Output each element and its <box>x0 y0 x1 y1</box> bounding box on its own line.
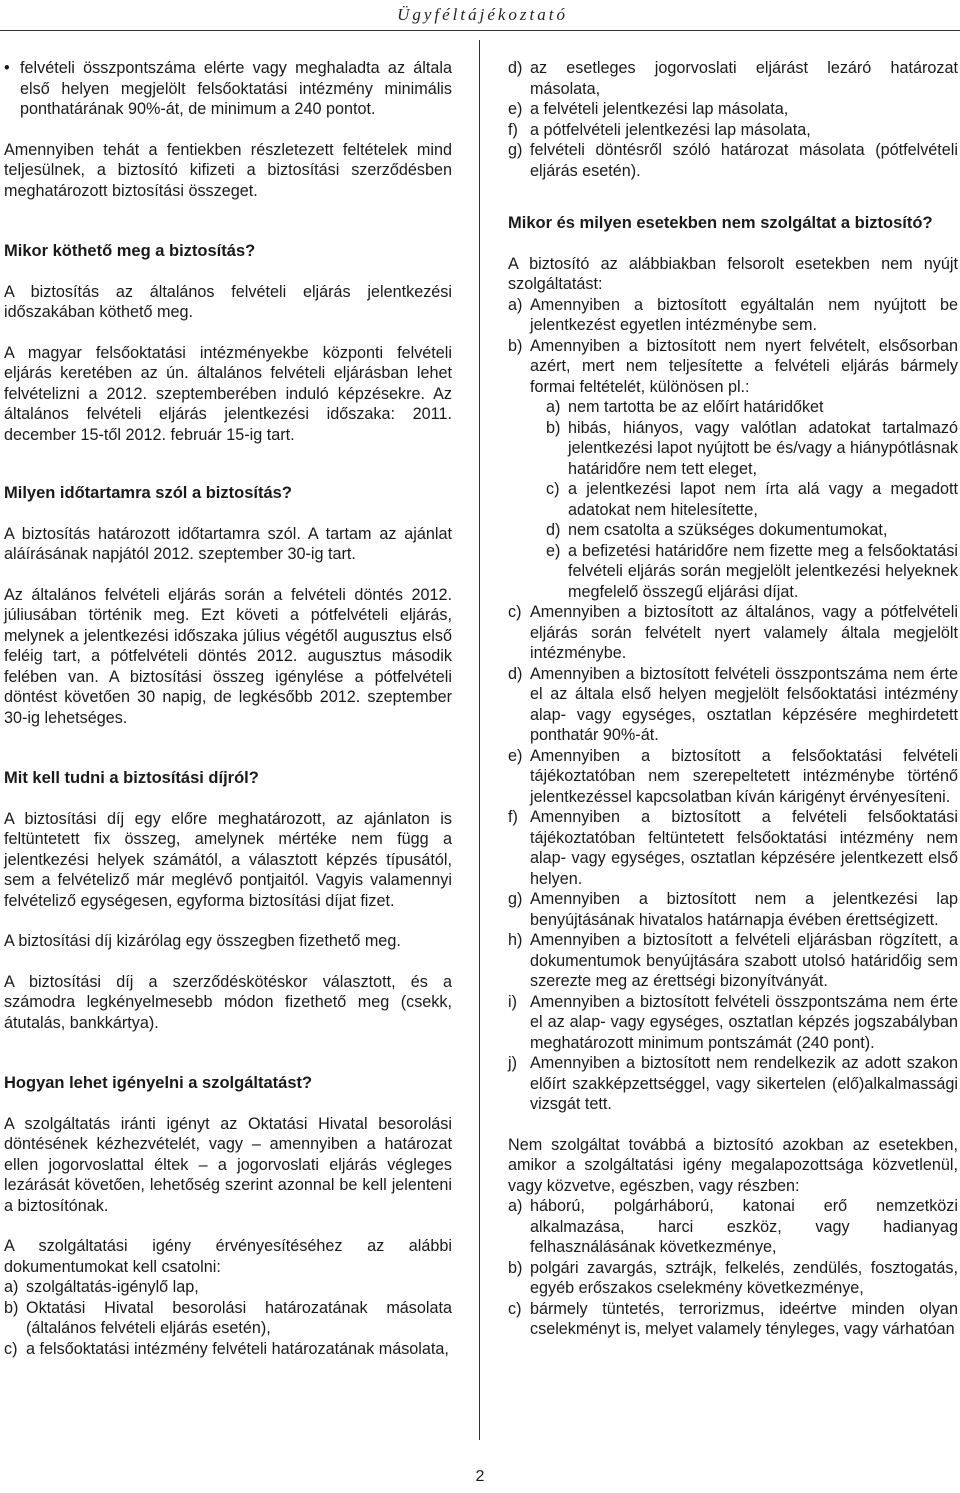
section-heading: Hogyan lehet igényelni a szolgáltatást? <box>4 1074 313 1092</box>
paragraph: A szolgáltatás iránti igényt az Oktatási Hivatal besorolási döntésének kézhezvételét, vagy – amennyiben a határozat ellen jogorvoslattal éltek – a jogorvoslati eljárás végleges lezárását követően, lehetőség szerint azonnal be kell jelenteni a biztosítónak. <box>4 1114 452 1215</box>
list-item: a) Amennyiben a biztosított egyáltalán nem nyújtott be jelentkezést egyetlen intézménybe sem. <box>508 295 958 334</box>
sub-list-item: c) a jelentkezési lapot nem írta alá vagy a megadott adatokat nem hitelesítette, <box>546 480 958 519</box>
exclusion-list <box>508 295 958 1115</box>
right-column <box>508 58 958 1360</box>
column-divider <box>479 40 480 1440</box>
list-item: c) Amennyiben a biztosított az általános, vagy a pótfelvételi eljárás során felvételt nyert valamely általa megjelölt intézménybe. <box>508 603 958 662</box>
list-item: e) Amennyiben a biztosított a felsőoktatási felvételi tájékoztatóban nem szerepeltetett intézménybe történő jelentkezéssel kapcsolatban kíván kárigényt érvényesíteni. <box>508 746 958 806</box>
section-heading: Mikor és milyen esetekben nem szolgáltat a biztosító? <box>508 214 933 232</box>
paragraph: A biztosítási díj kizárólag egy összegben fizethető meg. <box>4 932 401 950</box>
bullet-item <box>4 58 452 120</box>
sub-list-item: b) hibás, hiányos, vagy valótlan adatokat tartalmazó jelentkezési lapot nyújtott be és/vagy a hiánypótlásnak határidőre nem tett eleget, <box>546 418 958 478</box>
list-item: f) a pótfelvételi jelentkezési lap másolata, <box>508 120 811 139</box>
further-exclusion-list <box>508 1196 958 1340</box>
list-item: i) Amennyiben a biztosított felvételi összpontszáma nem érte el az alap- vagy egységes, osztatlan képzés jogszabályban meghatározott minimum pontszámát (240 pont). <box>508 992 958 1052</box>
paragraph: Amennyiben tehát a fentiekben részletezett feltételek mind teljesülnek, a biztosító kifizeti a biztosítási szerződésben meghatározott biztosítási összeget. <box>4 140 452 200</box>
list-item: f) Amennyiben a biztosított a felvételi felsőoktatási tájékoztatóban feltüntetett felsőoktatási intézmény nem alap- vagy egységes, osztatlan képzésére jelentkezett első helyen. <box>508 808 958 888</box>
list-item: j) Amennyiben a biztosított nem rendelkezik az adott szakon előírt szakképzettséggel, vagy sikertelen (elő)alkalmassági vizsgát tett. <box>508 1054 958 1113</box>
document-list <box>4 1277 452 1359</box>
paragraph: Az általános felvételi eljárás során a felvételi döntés 2012. júliusában történik meg. Ezt követi a pótfelvételi eljárás, melynek a jelentkezési időszaka július végétől augusztus első feléig tart, a pótfelvételi döntés 2012. augusztus második felében van. A biztosítási összeg igénylése a pótfelvételi döntést követően 30 napig, de legkésőbb 2012. szeptember 30-ig lehetséges. <box>4 585 452 727</box>
list-item: c) a felsőoktatási intézmény felvételi határozatának másolata, <box>4 1339 449 1358</box>
paragraph: Nem szolgáltat továbbá a biztosító azokban az esetekben, amikor a szolgáltatási igény megalapozottsága közvetlenül, vagy közvetve, egészben, vagy részben: <box>508 1135 958 1195</box>
list-item: d) az esetleges jogorvoslati eljárást lezáró határozat másolata, <box>508 59 958 98</box>
paragraph: A biztosítás határozott időtartamra szól. A tartam az ajánlat aláírásának napjától 2012. szeptember 30-ig tart. <box>4 524 452 563</box>
list-item: a) háború, polgárháború, katonai erő nemzetközi alkalmazása, harci eszköz, vagy hadianyag felhasználásának következménye, <box>508 1197 958 1256</box>
section-heading: Mikor köthető meg a biztosítás? <box>4 242 256 260</box>
paragraph: A biztosító az alábbiakban felsorolt esetekben nem nyújt szolgáltatást: <box>508 254 958 293</box>
header-title: Ügyféltájékoztató <box>397 5 568 24</box>
list-item: h) Amennyiben a biztosított a felvételi eljárásban rögzített, a dokumentumok benyújtására szabott utolsó határidőig sem szerezte meg az érettségi bizonyítványát. <box>508 931 958 990</box>
page-header <box>0 0 960 31</box>
sub-list-item: e) a befizetési határidőre nem fizette meg a felsőoktatási felvételi eljárás során megjelölt jelentkezési helyeknek megfelelő összegű eljárási díjat. <box>546 541 958 601</box>
list-item: b) Oktatási Hivatal besorolási határozatának másolata (általános felvételi eljárás esetén), <box>4 1298 452 1337</box>
paragraph: A biztosítás az általános felvételi eljárás jelentkezési időszakában köthető meg. <box>4 282 452 321</box>
list-item: e) a felvételi jelentkezési lap másolata, <box>508 100 789 118</box>
left-column <box>4 58 452 1379</box>
list-item: b) Amennyiben a biztosított nem nyert felvételt, elsősorban azért, mert nem teljesítette a felvételi eljárás bármely formai feltételét, különösen pl.: <box>508 336 958 396</box>
sub-list-item: a) nem tartotta be az előírt határidőket <box>546 398 824 416</box>
section-heading: Mit kell tudni a biztosítási díjról? <box>4 769 259 787</box>
bullet-icon: • <box>4 59 10 77</box>
sub-list-item: d) nem csatolta a szükséges dokumentumokat, <box>546 521 888 539</box>
list-item: b) polgári zavargás, sztrájk, felkelés, zendülés, fosztogatás, egyéb erőszakos cselekmény következménye, <box>508 1258 958 1297</box>
list-item: d) Amennyiben a biztosított felvételi összpontszáma nem érte el az általa első helyen megjelölt felsőoktatási intézmény alap- vagy egységes, osztatlan képzésére meghirdetett ponthatár 90%-át. <box>508 664 958 744</box>
section-heading: Milyen időtartamra szól a biztosítás? <box>4 484 292 502</box>
bullet-text: felvételi összpontszáma elérte vagy meghaladta az általa első helyen megjelölt felsőoktatási intézmény minimális ponthatárának 90%-át, de minimum a 240 pontot. <box>20 59 452 118</box>
page-number: 2 <box>475 1468 485 1485</box>
paragraph: A biztosítási díj a szerződéskötéskor választott, és a számodra legkényelmesebb módon fizethető meg (csekk, átutalás, bankkártya). <box>4 972 452 1032</box>
list-item: g) Amennyiben a biztosított nem a jelentkezési lap benyújtásának hivatalos határnapja évében érettségizett. <box>508 890 958 929</box>
paragraph: A biztosítási díj egy előre meghatározott, az ajánlaton is feltüntetett fix összeg, amelynek mértéke nem függ a jelentkezési helyek számától, a választott képzés típusától, sem a felvételiző már meglévő pontjaitól. Vagyis valamennyi felvételiző egységesen, egyforma biztosítási díjat fizet. <box>4 809 452 910</box>
paragraph: A magyar felsőoktatási intézményekbe központi felvételi eljárás keretében az ún. általános felvételi eljárásban lehet felvételizni a 2012. szeptemberében induló képzésekre. Az általános felvételi eljárás jelentkezési időszaka: 2011. december 15-től 2012. február 15-ig tart. <box>4 343 452 444</box>
paragraph: A szolgáltatási igény érvényesítéséhez az alábbi dokumentumokat kell csatolni: <box>4 1237 452 1276</box>
list-item: c) bármely tüntetés, terrorizmus, ideértve minden olyan cselekményt is, melyet valamely tényleges, vagy várhatóan <box>508 1299 958 1338</box>
list-item: a) szolgáltatás-igénylő lap, <box>4 1278 199 1296</box>
document-list-continued <box>508 58 958 181</box>
list-item: g) felvételi döntésről szóló határozat másolata (pótfelvételi eljárás esetén). <box>508 141 958 180</box>
